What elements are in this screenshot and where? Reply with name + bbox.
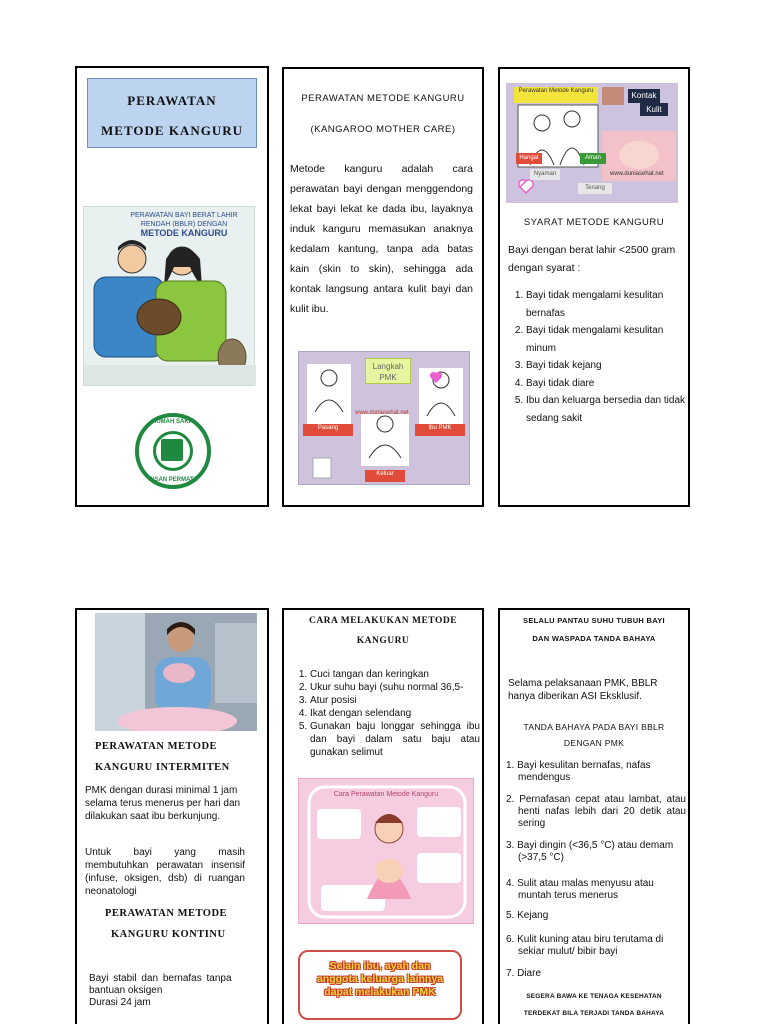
list-item: 5. Kejang <box>506 910 549 921</box>
label-kulit: Kulit <box>640 103 668 116</box>
list-item: 2. Bayi tidak mengalami kesulitan minum <box>526 322 688 357</box>
list-item: 6. Kulit kuning atau biru terutama di sekiar mulut/ bibir bayi <box>506 934 664 957</box>
family-note-line1: Selain ibu, ayah dan <box>329 960 431 972</box>
list-item: 7. Diare <box>506 968 542 979</box>
cover-panel <box>75 66 269 507</box>
cover-illustration <box>83 206 255 386</box>
title-box <box>87 78 257 148</box>
mother-baby-photo <box>95 613 257 731</box>
title-line2: METODE KANGURU <box>101 123 243 138</box>
monitor-heading-line1: SELALU PANTAU SUHU TUBUH BAYI <box>523 616 665 625</box>
intermittent-heading-line1: PERAWATAN METODE <box>95 741 218 752</box>
pmk-steps-diagram <box>298 351 470 485</box>
continuous-paragraph-line3: Durasi 24 jam <box>89 997 151 1008</box>
list-item: 4. Sulit atau malas menyusu atau muntah terus menerus <box>506 878 654 901</box>
requirements-intro: Bayi dengan berat lahir <2500 gram dengan syarat : <box>508 244 676 274</box>
panel2-title: PERAWATAN METODE KANGURU <box>301 93 465 104</box>
title-line1: PERAWATAN <box>127 93 217 108</box>
cover-caption-line3: METODE KANGURU <box>140 228 228 238</box>
list-item: 2. Pernafasan cepat atau lambat, atau henti nafas lebih dari 20 detik atau sering <box>506 794 686 829</box>
list-item: 1. Bayi kesulitan bernafas, nafas mendengus <box>506 760 651 783</box>
parents-baby-illustration <box>84 237 256 387</box>
cover-caption-line2: RENDAH (BBLR) DENGAN <box>140 221 228 228</box>
list-item: 4. Ikat dengan selendang <box>310 707 480 720</box>
danger-subheading-line1: TANDA BAHAYA PADA BAYI BBLR <box>523 722 665 732</box>
diagram-center-label: Langkah PMK <box>365 358 411 384</box>
monitor-heading-line2: DAN WASPADA TANDA BAHAYA <box>532 634 656 643</box>
list-item: 1. Bayi tidak mengalami kesulitan bernafas <box>526 287 688 322</box>
exclusive-asi-note: Selama pelaksanaan PMK, BBLR hanya diberikan ASI Eksklusif. <box>508 678 658 702</box>
logo-text-bottom: INSAN PERMATA <box>148 477 198 483</box>
list-item: 3. Bayi tidak kejang <box>526 357 688 375</box>
danger-signs-panel <box>498 608 690 1024</box>
banner-label: Perawatan Metode Kanguru <box>514 87 598 103</box>
list-item: 5. Ibu dan keluarga bersedia dan tidak sedang sakit <box>526 392 688 427</box>
label-kontak: Kontak <box>628 89 660 103</box>
label-aman: Aman <box>580 153 606 164</box>
list-item: 3. Atur posisi <box>310 694 480 707</box>
hospital-logo <box>135 413 211 489</box>
footer-line2: TERDEKAT BILA TERJADI TANDA BAHAYA <box>523 1010 665 1017</box>
intermittent-paragraph2: Untuk bayi yang masih membutuhkan perawatan insensif (infuse, oksigen, dsb) di ruangan neonatologi <box>85 847 245 897</box>
benefits-illustration <box>506 83 678 203</box>
howto-heading-line1: CARA MELAKUKAN METODE <box>308 616 458 626</box>
howto-image-title: Cara Perawatan Metode Kanguru <box>333 791 439 798</box>
danger-signs-list <box>506 760 686 986</box>
label-tenang: Tenang <box>578 183 612 194</box>
howto-illustration <box>298 778 474 924</box>
continuous-heading-line2: KANGURU KONTINU <box>111 929 226 940</box>
requirements-list <box>506 287 688 427</box>
diagram-url: www.duniasehat.net <box>355 410 409 416</box>
requirements-panel <box>498 67 690 507</box>
logo-text-top: RUMAH SAKIT <box>152 419 194 425</box>
continuous-paragraph-line2: bantuan oksigen <box>89 985 163 996</box>
howto-heading-line2: KANGURU <box>356 636 410 646</box>
footer-line1: SEGERA BAWA KE TENAGA KESEHATAN <box>526 993 662 1000</box>
intermittent-heading-line2: KANGURU INTERMITEN <box>95 762 230 773</box>
continuous-paragraph-line1: Bayi stabil dan bernafas tanpa <box>89 973 232 984</box>
family-note-line2: anggota keluarga lainnya <box>316 973 444 985</box>
logo-mark-icon <box>161 439 183 461</box>
image-url: www.duniasehat.net <box>610 171 664 177</box>
danger-subheading-line2: DENGAN PMK <box>563 738 625 748</box>
diagram-label-ibu-pmk: Ibu PMK <box>428 425 452 431</box>
intermittent-paragraph1: PMK dengan durasi minimal 1 jam selama terus menerus per hari dan dilakukan saat ibu berkunjung. <box>85 785 241 822</box>
family-note-box <box>298 950 462 1020</box>
list-item: 4. Bayi tidak diare <box>526 375 688 393</box>
types-panel <box>75 608 269 1024</box>
cover-caption-line1: PERAWATAN BAYI BERAT LAHIR <box>130 212 238 219</box>
diagram-label-pasang: Pasang <box>317 425 339 431</box>
diagram-label-keluar: Keluar <box>376 471 394 477</box>
list-item: 1. Cuci tangan dan keringkan <box>310 668 480 681</box>
list-item: 5. Gunakan baju longgar sehingga ibu dan bayi dalam satu baju atau gunakan selimut <box>310 720 480 759</box>
list-item: 3. Bayi dingin (<36,5 °C) atau demam (>37,5 °C) <box>506 840 674 863</box>
requirements-heading: SYARAT METODE KANGURU <box>523 217 665 228</box>
panel2-subtitle: (KANGAROO MOTHER CARE) <box>310 124 456 135</box>
definition-panel <box>282 67 484 507</box>
howto-panel <box>282 608 484 1024</box>
definition-paragraph: Metode kanguru adalah cara perawatan bayi dengan menggendong lekat bayi lekat ke dada ibu, layaknya induk kanguru memasukan anaknya kedalam kantung, tanpa ada batas kain (skin to skin), sehingga ada kontak langsung antara kulit bayi dan kulit ibu. <box>290 163 473 315</box>
label-hangat: Hangat <box>516 153 542 164</box>
howto-list <box>290 668 480 759</box>
label-nyaman: Nyaman <box>530 169 560 180</box>
continuous-heading-line1: PERAWATAN METODE <box>105 908 228 919</box>
family-note-line3: dapat melakukan PMK <box>324 986 436 998</box>
list-item: 2. Ukur suhu bayi (suhu normal 36,5- <box>310 681 480 694</box>
